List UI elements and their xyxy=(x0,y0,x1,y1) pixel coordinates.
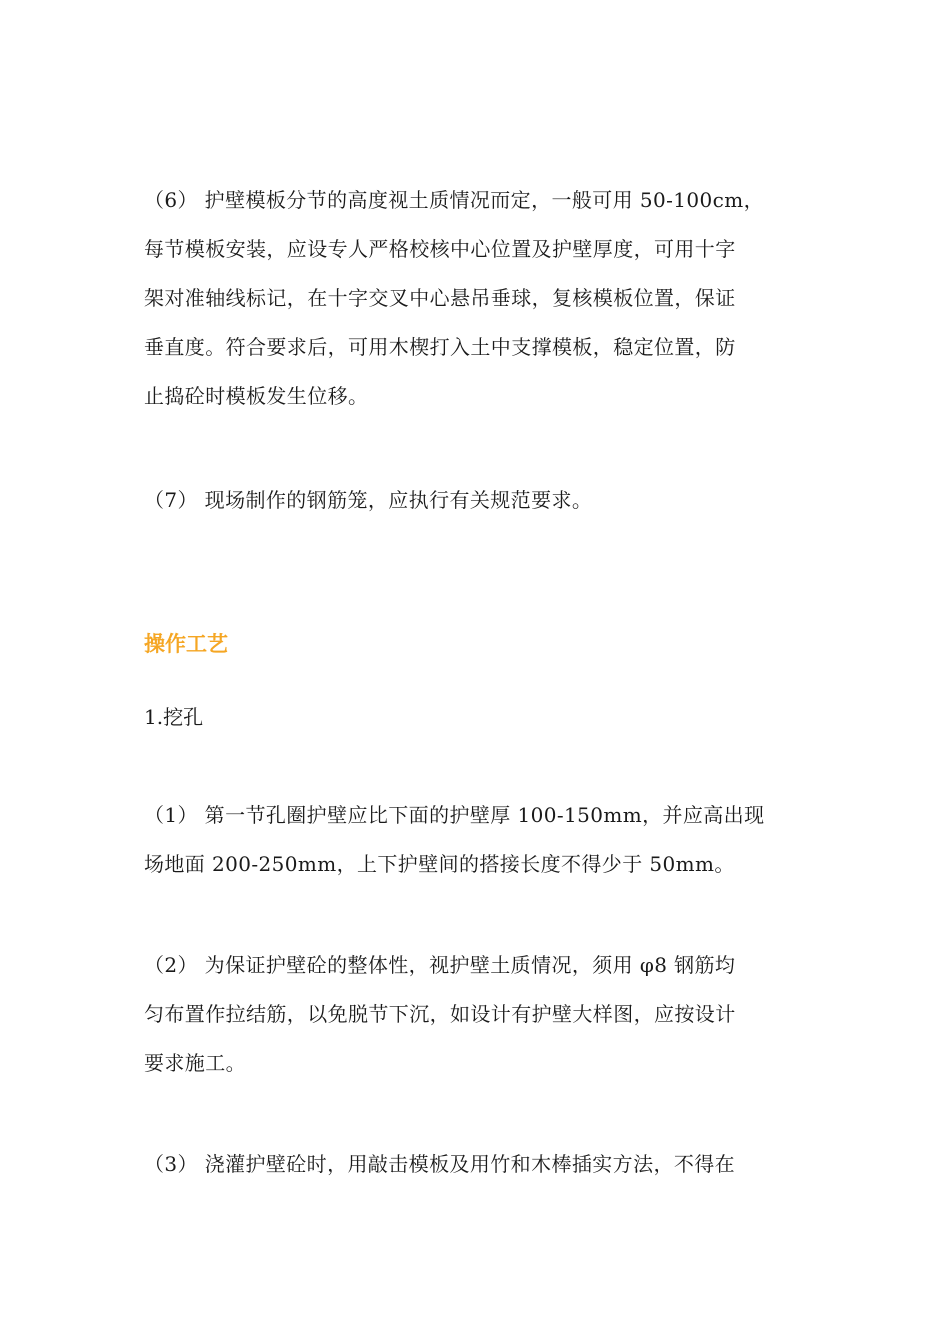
paragraph-line: （2） 为保证护壁砼的整体性，视护壁土质情况，须用 φ8 钢筋均 xyxy=(144,953,736,977)
paragraph-item-7 xyxy=(144,476,794,525)
paragraph-item-2 xyxy=(144,941,794,1088)
paragraph-line: 匀布置作拉结筋，以免脱节下沉，如设计有护壁大样图，应按设计 xyxy=(144,1002,736,1026)
section-heading: 操作工艺 xyxy=(144,632,228,656)
paragraph-line: 架对准轴线标记，在十字交叉中心悬吊垂球，复核模板位置，保证 xyxy=(144,286,736,310)
paragraph-line: （1） 第一节孔圈护壁应比下面的护壁厚 100-150mm，并应高出现 xyxy=(144,803,765,827)
paragraph-item-1 xyxy=(144,791,794,889)
paragraph-line: 场地面 200-250mm，上下护壁间的搭接长度不得少于 50mm。 xyxy=(144,852,735,876)
paragraph-line: 垂直度。符合要求后，可用木楔打入土中支撑模板，稳定位置，防 xyxy=(144,335,736,359)
paragraph-line: 每节模板安装，应设专人严格校核中心位置及护壁厚度，可用十字 xyxy=(144,237,736,261)
paragraph-item-6 xyxy=(144,176,794,421)
paragraph-line: （6） 护壁模板分节的高度视土质情况而定，一般可用 50-100cm， xyxy=(144,188,764,212)
paragraph-line: 要求施工。 xyxy=(144,1051,246,1075)
section-subheading: 1.挖孔 xyxy=(144,705,204,729)
paragraph-line: （3） 浇灌护壁砼时，用敲击模板及用竹和木棒插实方法，不得在 xyxy=(144,1152,736,1176)
paragraph-line: 止捣砼时模板发生位移。 xyxy=(144,384,369,408)
paragraph-item-3 xyxy=(144,1140,794,1189)
paragraph-line: （7） 现场制作的钢筋笼，应执行有关规范要求。 xyxy=(144,488,593,512)
